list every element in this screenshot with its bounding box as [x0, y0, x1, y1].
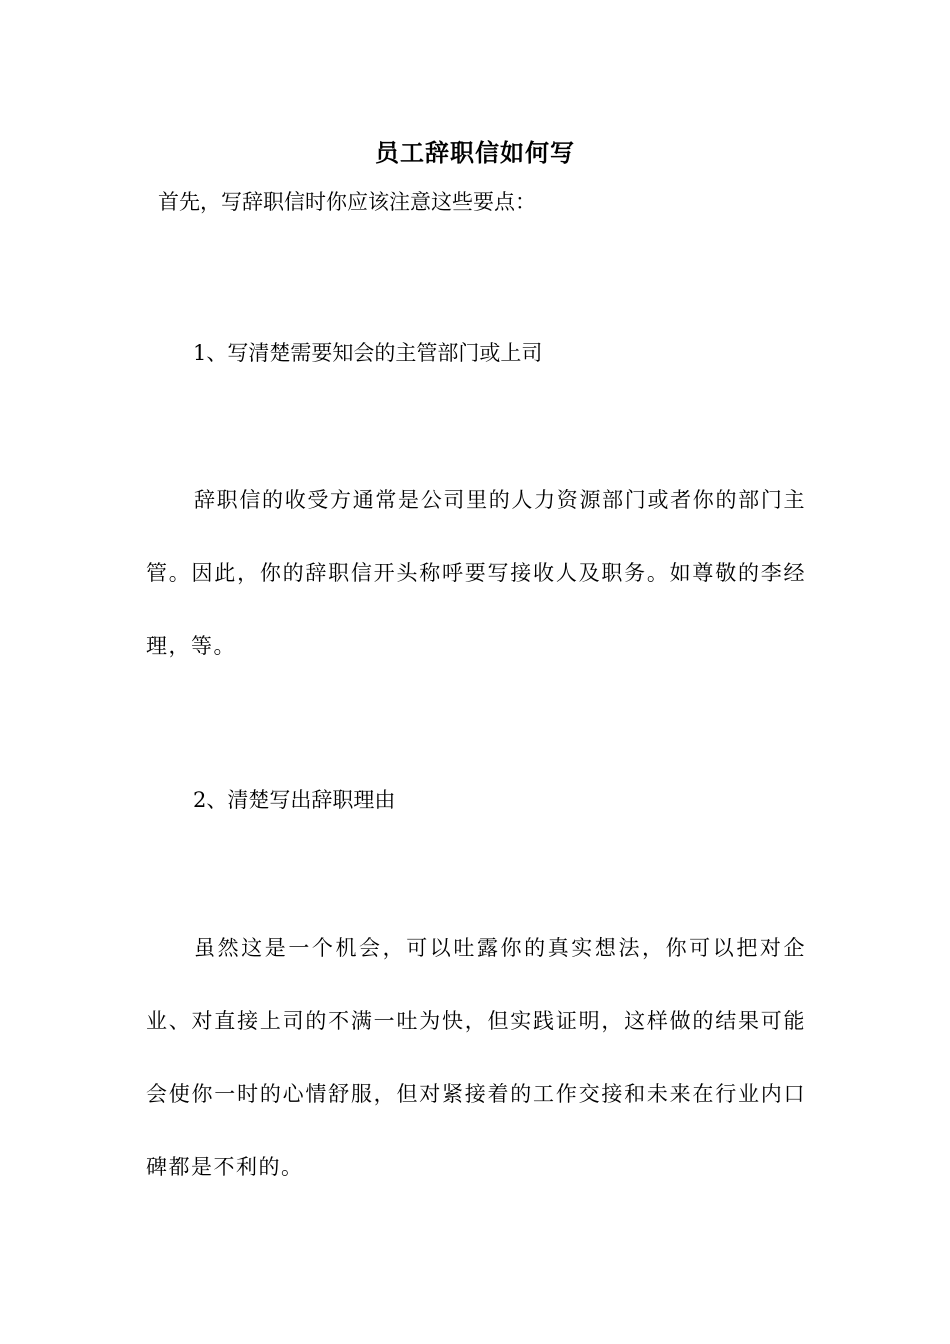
document-title: 员工辞职信如何写	[375, 138, 575, 167]
section-heading-2: 2、清楚写出辞职理由	[193, 788, 396, 812]
section-paragraph-1: 辞职信的收受方通常是公司里的人力资源部门或者你的部门主管。因此，你的辞职信开头称呼要写接收人及职务。如尊敬的李经理，等。	[146, 488, 806, 658]
intro-text: 首先，写辞职信时你应该注意这些要点：	[158, 190, 536, 214]
section-heading-1: 1、写清楚需要知会的主管部门或上司	[193, 341, 543, 365]
section-paragraph-2: 虽然这是一个机会，可以吐露你的真实想法，你可以把对企业、对直接上司的不满一吐为快，但实践证明，这样做的结果可能会使你一时的心情舒服，但对紧接着的工作交接和未来在行业内口碑都是不利的。	[146, 936, 806, 1179]
